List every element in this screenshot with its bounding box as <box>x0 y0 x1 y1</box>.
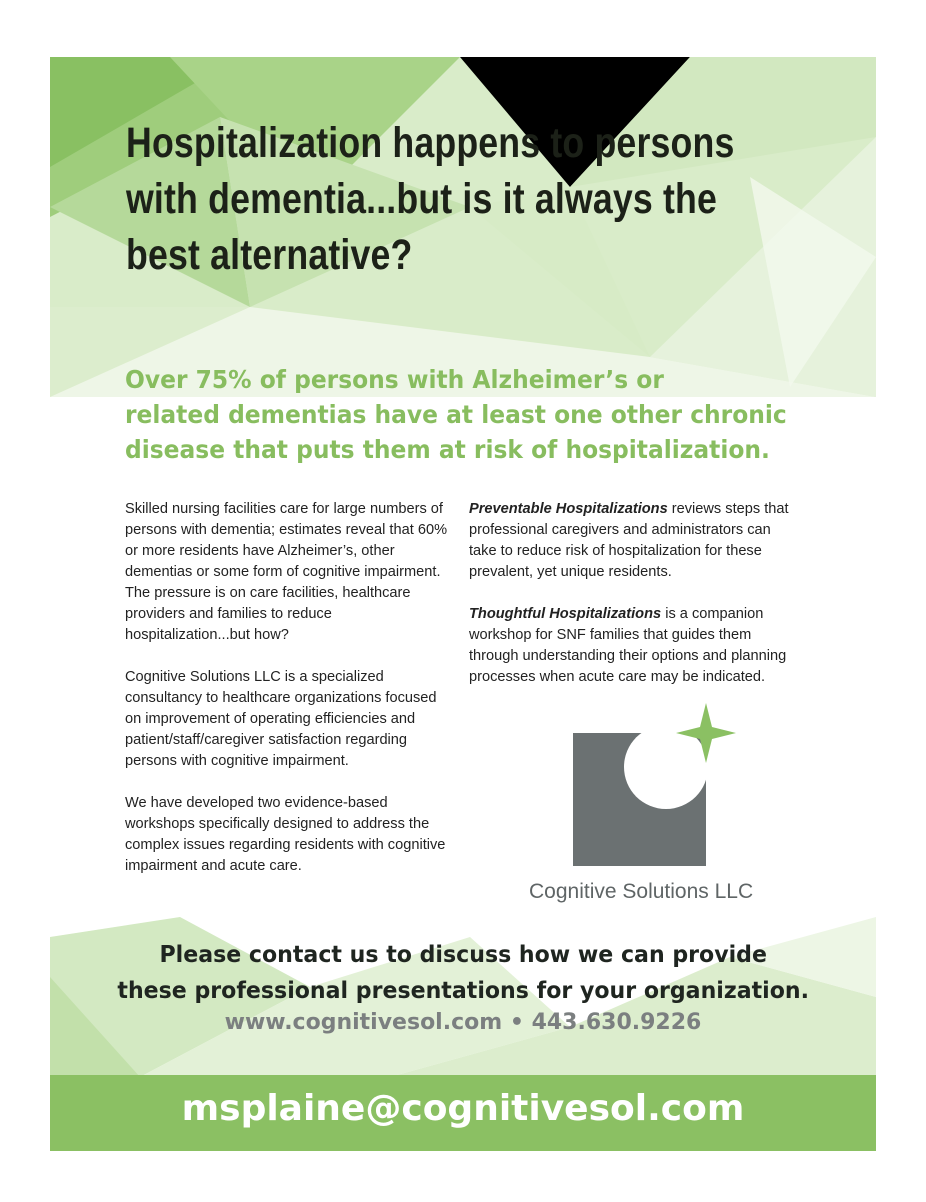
flyer <box>50 57 876 1151</box>
right-paragraph-2 <box>469 604 799 688</box>
phone-number[interactable]: 443.630.9226 <box>531 1010 702 1035</box>
subhead-line-3: disease that puts them at risk of hospitalization. <box>125 435 770 464</box>
separator-bullet: • <box>502 1010 532 1035</box>
headline-line-2: with dementia...but is it always the <box>126 175 718 223</box>
left-paragraph-1: Skilled nursing facilities care for large numbers of persons with dementia; estimates reveal that 60% or more residents have Alzheimer’s, other dementias or some form of cognitive impairment. The pressure is on care facilities, healthcare providers and families to reduce hospitalization...but how? <box>125 501 448 643</box>
cta-line-2: these professional presentations for your organization. <box>117 978 809 1004</box>
left-paragraph-3: We have developed two evidence-based workshops specifically designed to address the complex issues regarding residents with cognitive impairment and acute care. <box>125 795 446 874</box>
workshop-desc-thoughtful: is a companion workshop for SNF families that guides them through understanding their options and planning processes when acute care may be indicated. <box>469 606 787 685</box>
subheadline <box>125 362 798 467</box>
cta-line-1: Please contact us to discuss how we can provide <box>159 942 767 968</box>
headline-line-1: Hospitalization happens to persons <box>126 119 735 167</box>
call-to-action <box>50 937 876 1009</box>
email-link[interactable]: msplaine@cognitivesol.com <box>181 1088 745 1129</box>
website-link[interactable]: www.cognitivesol.com <box>224 1010 503 1035</box>
right-column <box>469 499 799 709</box>
subhead-line-1: Over 75% of persons with Alzheimer’s or <box>125 365 664 394</box>
contact-line <box>50 1010 876 1035</box>
workshop-desc-preventable: reviews steps that professional caregivers and administrators can take to reduce risk of hospitalization for these prevalent, yet unique residents. <box>469 501 789 580</box>
workshop-title-thoughtful: Thoughtful Hospitalizations <box>469 606 662 622</box>
footer-bar <box>50 1075 876 1151</box>
right-paragraph-1 <box>469 499 799 583</box>
left-column <box>125 499 455 898</box>
headline-line-3: best alternative? <box>126 231 413 279</box>
company-name: Cognitive Solutions LLC <box>529 880 754 903</box>
workshop-title-preventable: Preventable Hospitalizations <box>469 501 668 517</box>
cognitive-solutions-logo-icon <box>570 703 740 873</box>
headline <box>126 115 735 283</box>
subhead-line-2: related dementias have at least one other chronic <box>125 400 787 429</box>
left-paragraph-2: Cognitive Solutions LLC is a specialized consultancy to healthcare organizations focused on improvement of operating efficiencies and patient/staff/caregiver satisfaction regarding persons with cognitive impairment. <box>125 669 437 769</box>
